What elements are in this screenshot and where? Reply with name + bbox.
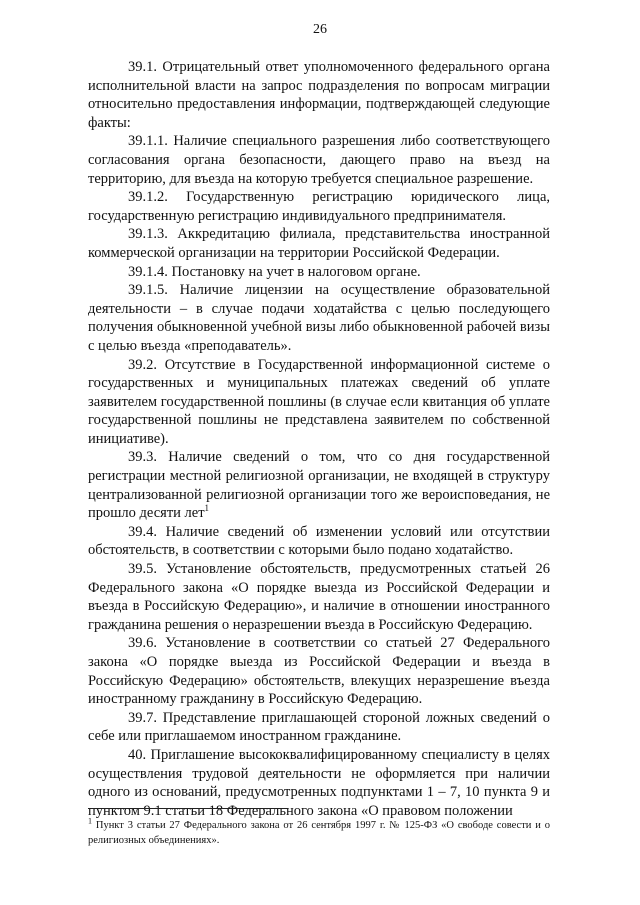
paragraph-39-1-1: 39.1.1. Наличие специального разрешения либо соответствующего согласования органа безопасности, дающего право на въезд на территорию, для въезда на которую требуется специальное разрешение. [88, 133, 550, 187]
paragraph-39-3-text: 39.3. Наличие сведений о том, что со дня государственной регистрации местной религиозной организации, не входящей в структуру централизованной религиозной организации того же вероисповедания, не прошло десяти лет [88, 449, 550, 522]
paragraph-39-4: 39.4. Наличие сведений об изменении условий или отсутствии обстоятельств, в соответствии с которыми было подано ходатайство. [88, 523, 550, 559]
paragraph-40: 40. Приглашение высококвалифицированному специалисту в целях осуществления трудовой деятельности не оформляется при наличии одного из оснований, предусмотренных подпунктами 1 – 7, 10 пункта 9 и пунктом 9.1 статьи 18 Федерального закона «О правовом положении [88, 746, 550, 819]
footnote-reference[interactable]: 1 [204, 503, 210, 514]
document-body [88, 58, 550, 820]
paragraph-39-3 [88, 448, 550, 522]
footnote-mark: 1 [88, 816, 92, 826]
footnote [88, 818, 550, 848]
page-number: 26 [313, 22, 327, 37]
paragraph-39-1-5: 39.1.5. Наличие лицензии на осуществление образовательной деятельности – в случае подачи ходатайства с целью последующего получения обыкновенной учебной визы либо обыкновенной рабочей визы с целью въезда «преподаватель». [88, 282, 550, 354]
paragraph-39-1: 39.1. Отрицательный ответ уполномоченного федерального органа исполнительной власти на запрос подразделения по вопросам миграции относительно предоставления информации, подтверждающей следующие факты: [88, 59, 550, 131]
paragraph-39-7: 39.7. Представление приглашающей стороной ложных сведений о себе или приглашаемом иностранном гражданине. [88, 709, 550, 745]
footnote-text: Пункт 3 статьи 27 Федерального закона от 26 сентября 1997 г. № 125-ФЗ «О свободе совести и о религиозных объединениях». [88, 820, 550, 846]
paragraph-39-5: 39.5. Установление обстоятельств, предусмотренных статьей 26 Федерального закона «О порядке выезда из Российской Федерации и въезда в Российскую Федерацию», и наличие в отношении иностранного гражданина решения о неразрешении въезда в Российскую Федерацию. [88, 561, 550, 633]
footnote-divider [88, 808, 288, 809]
paragraph-39-2: 39.2. Отсутствие в Государственной информационной системе о государственных и муниципальных платежах сведений об уплате заявителем государственной пошлины (в случае если квитанция об уплате государственной пошлины не представлена заявителем по собственной инициативе). [88, 356, 550, 447]
paragraph-39-6: 39.6. Установление в соответствии со статьей 27 Федерального закона «О порядке выезда из Российской Федерации и въезда в Российскую Федерацию» обстоятельств, влекущих неразрешение въезда иностранному гражданину в Российскую Федерацию. [88, 635, 550, 708]
paragraph-39-1-2: 39.1.2. Государственную регистрацию юридического лица, государственную регистрацию индивидуального предпринимателя. [88, 189, 550, 224]
paragraph-39-1-4: 39.1.4. Постановку на учет в налоговом органе. [128, 263, 421, 280]
paragraph-39-1-3: 39.1.3. Аккредитацию филиала, представительства иностранной коммерческой организации на территории Российской Федерации. [88, 226, 550, 261]
